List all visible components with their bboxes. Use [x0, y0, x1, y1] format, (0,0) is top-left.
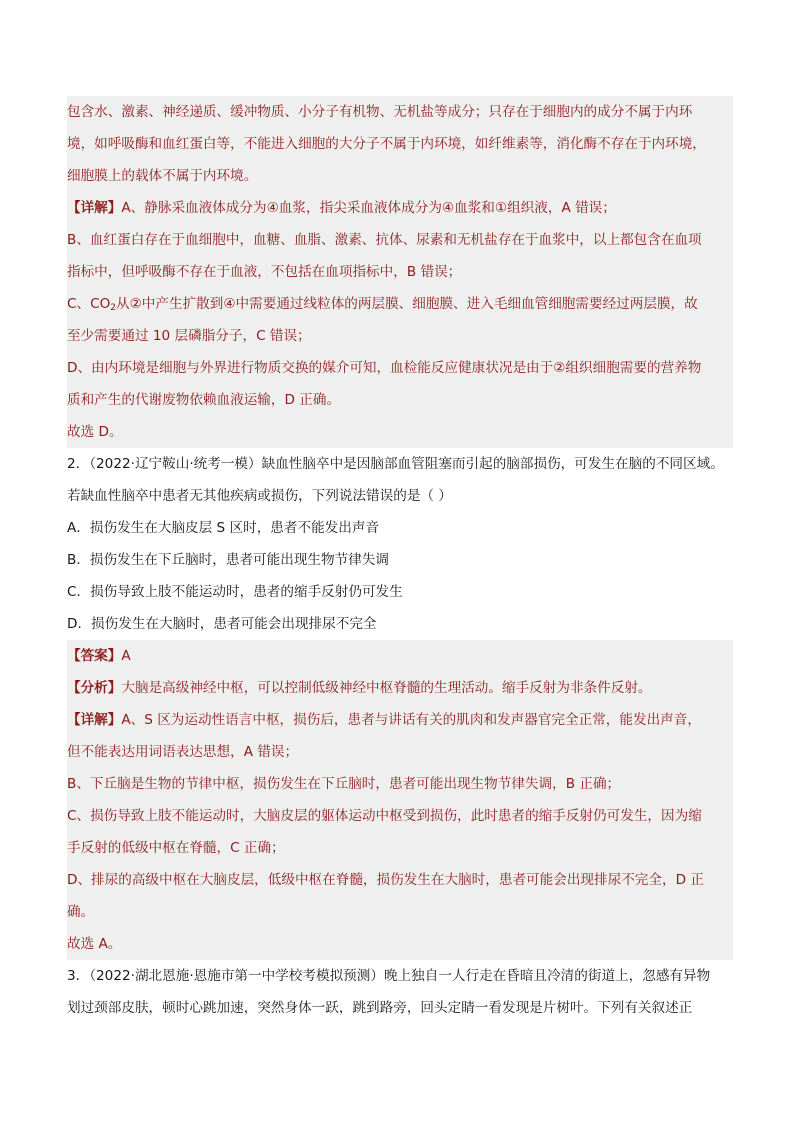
detail-line: 指标中，但呼吸酶不存在于血液，不包括在血项指标中，B 错误； — [67, 264, 462, 280]
analysis-tag: 【分析】 — [67, 680, 122, 696]
answer-line: 【答案】A — [67, 648, 131, 664]
detail-line: 【详解】A、静脉采血液体成分为④血浆，指尖采血液体成分为④血浆和①组织液，A 错误； — [67, 200, 616, 216]
analysis-line: 境，如呼吸酶和血红蛋白等，不能进入细胞的大分子不属于内环境，如纤维素等，消化酶不存在于内环境， — [67, 136, 706, 152]
analysis-line: 细胞膜上的载体不属于内环境。 — [67, 168, 258, 184]
option-d: D．损伤发生在大脑时，患者可能会出现排尿不完全 — [67, 616, 377, 632]
question-3 — [67, 960, 733, 1024]
option-c: C．损伤导致上肢不能运动时，患者的缩手反射仍可发生 — [67, 584, 403, 600]
option-b: B．损伤发生在下丘脑时，患者可能出现生物节律失调 — [67, 552, 389, 568]
detail-line: C、损伤导致上肢不能运动时，大脑皮层的躯体运动中枢受到损伤，此时患者的缩手反射仍可发生，因为缩 — [67, 808, 702, 824]
question-stem: 3．（2022·湖北恩施·恩施市第一中学校考模拟预测）晚上独自一人行走在昏暗且冷清的街道上，忽感有异物 — [67, 968, 711, 984]
detail-tag: 【详解】 — [67, 200, 122, 216]
detail-line: B、血红蛋白存在于血细胞中，血糖、血脂、激素、抗体、尿素和无机盐存在于血浆中，以上都包含在血项 — [67, 232, 702, 248]
detail-line: D、由内环境是细胞与外界进行物质交换的媒介可知，血检能反应健康状况是由于②组织细胞需要的营养物 — [67, 360, 702, 376]
detail-line: 质和产生的代谢废物依赖血液运输，D 正确。 — [67, 392, 341, 408]
detail-tag: 【详解】 — [67, 712, 122, 728]
detail-line: 【详解】A、S 区为运动性语言中枢，损伤后，患者与讲话有关的肌肉和发声器官完全正常，能发出声音， — [67, 712, 701, 728]
detail-line: C、$CO_2$从②中产生扩散到④中需要通过线粒体的两层膜、细胞膜、进入毛细血管细胞需要经过两层膜，故 — [67, 296, 698, 313]
detail-line: 但不能表达用词语表达思想，A 错误； — [67, 744, 299, 760]
question-stem: 划过颈部皮肤，顿时心跳加速，突然身体一跃，跳到路旁，回头定睛一看发现是片树叶。下列有关叙述正 — [67, 1000, 693, 1016]
question-2 — [67, 448, 733, 640]
analysis-line: 【分析】大脑是高级神经中枢，可以控制低级神经中枢脊髓的生理活动。缩手反射为非条件反射。 — [67, 680, 652, 696]
detail-line: B、下丘脑是生物的节律中枢，损伤发生在下丘脑时，患者可能出现生物节律失调，B 正确； — [67, 776, 621, 792]
conclusion-line: 故选 D。 — [67, 424, 123, 440]
option-a: A．损伤发生在大脑皮层 S 区时，患者不能发出声音 — [67, 520, 380, 536]
answer-tag: 【答案】 — [67, 648, 122, 664]
question-stem: 若缺血性脑卒中患者无其他疾病或损伤，下列说法错误的是（ ） — [67, 488, 452, 504]
q1-explanation-block — [67, 96, 733, 448]
q2-explanation-block — [67, 640, 733, 960]
detail-line: D、排尿的高级中枢在大脑皮层，低级中枢在脊髓，损伤发生在大脑时，患者可能会出现排尿不完全，D 正 — [67, 872, 704, 888]
conclusion-line: 故选 A。 — [67, 936, 122, 952]
detail-line: 确。 — [67, 904, 95, 920]
detail-line: 手反射的低级中枢在脊髓，C 正确； — [67, 840, 285, 856]
question-stem: 2．（2022·辽宁鞍山·统考一模）缺血性脑卒中是因脑部血管阻塞而引起的脑部损伤，可发生在脑的不同区域。 — [67, 456, 724, 472]
analysis-line: 包含水、激素、神经递质、缓冲物质、小分子有机物、无机盐等成分；只存在于细胞内的成分不属于内环 — [67, 104, 693, 120]
document-content — [67, 96, 733, 1024]
detail-line: 至少需要通过 10 层磷脂分子，C 错误； — [67, 328, 311, 344]
